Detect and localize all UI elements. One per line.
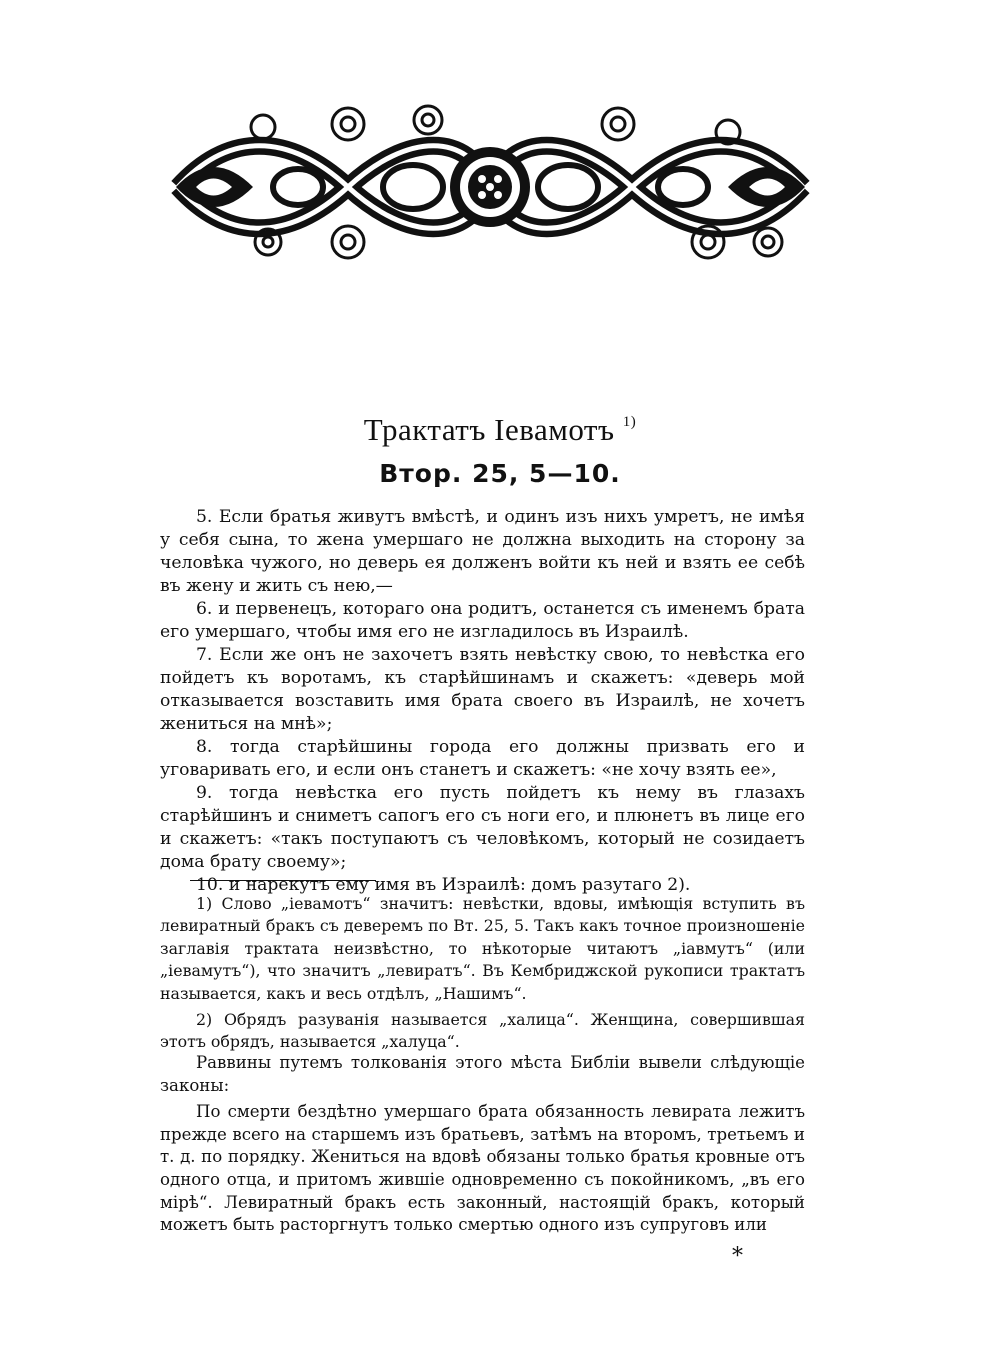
verse-paragraph: 6. и первенецъ, котораго она родитъ, останется съ именемъ брата его умершаго, чтобы имя его не изгладилось въ Израилѣ. bbox=[160, 599, 805, 642]
verse-paragraph: 5. Если братья живутъ вмѣстѣ, и одинъ изъ нихъ умретъ, не имѣя у себя сына, то жена умершаго не должна выходить на сторону за человѣка чужого, но деверь ея долженъ войти къ ней и взять ее себѣ въ жену и жить съ нею,— bbox=[160, 507, 805, 596]
commentary-paragraph: По смерти бездѣтно умершаго брата обязанность левирата лежитъ прежде всего на старшемъ изъ братьевъ, затѣмъ на второмъ, третьемъ и т. д. по порядку. Жениться на вдовѣ обязаны только братья кровные отъ одного отца, и притомъ жившіе одновременно съ покойникомъ, „въ его мірѣ“. Левиратный бракъ есть законный, настоящій бракъ, который можетъ быть расторгнутъ только смертью одного изъ супруговъ или bbox=[160, 1102, 805, 1235]
footnote: 1) Слово „іевамотъ“ значитъ: невѣстки, вдовы, имѣющія вступить въ левиратный бракъ съ деверемъ по Вт. 25, 5. Такъ какъ точное произношеніе заглавія трактата неизвѣстно, то нѣкоторые читаютъ „іавмутъ“ (или „іевамутъ“), что значитъ „левиратъ“. Въ Кембриджской рукописи трактатъ называется, какъ и весь отдѣлъ, „Нашимъ“. bbox=[160, 894, 805, 1003]
verse-paragraph: 8. тогда старѣйшины города его должны призвать его и уговаривать его, и если онъ станетъ и скажетъ: «не хочу взять ее», bbox=[160, 737, 805, 780]
commentary-text bbox=[160, 1052, 805, 1241]
decorative-ornament-headpiece bbox=[168, 92, 813, 282]
commentary-paragraph: Раввины путемъ толкованія этого мѣста Библіи вывели слѣдующіе законы: bbox=[160, 1053, 805, 1095]
page-title bbox=[0, 412, 1000, 448]
verse-paragraph: 9. тогда невѣстка его пусть пойдетъ къ нему въ глазахъ старѣйшинъ и сниметъ сапогъ его съ ноги его, и плюнетъ въ лице его и скажетъ: «такъ поступаютъ съ человѣкомъ, который не созидаетъ дома брату своему»; bbox=[160, 783, 805, 872]
verse-paragraph: 7. Если же онъ не захочетъ взять невѣстку свою, то невѣстка его пойдетъ къ воротамъ, къ старѣйшинамъ и скажетъ: «деверь мой отказывается возставить имя брата своего въ Израилѣ, не хочетъ жениться на мнѣ»; bbox=[160, 645, 805, 734]
footnote-divider bbox=[190, 880, 376, 881]
footnotes bbox=[160, 893, 805, 1058]
signature-mark: * bbox=[732, 1244, 743, 1269]
verse-block bbox=[160, 506, 805, 897]
title-footnote-ref: 1) bbox=[622, 414, 637, 430]
verse-paragraph: 10. и нарекутъ ему имя въ Израилѣ: домъ разутаго 2). bbox=[196, 875, 691, 895]
title-text: Трактатъ Іевамотъ bbox=[363, 412, 615, 447]
scripture-reference: Втор. 25, 5—10. bbox=[379, 459, 621, 488]
footnote: 2) Обрядъ разуванія называется „халица“. Женщина, совершившая этотъ обрядъ, называется „халуца“. bbox=[160, 1010, 805, 1052]
